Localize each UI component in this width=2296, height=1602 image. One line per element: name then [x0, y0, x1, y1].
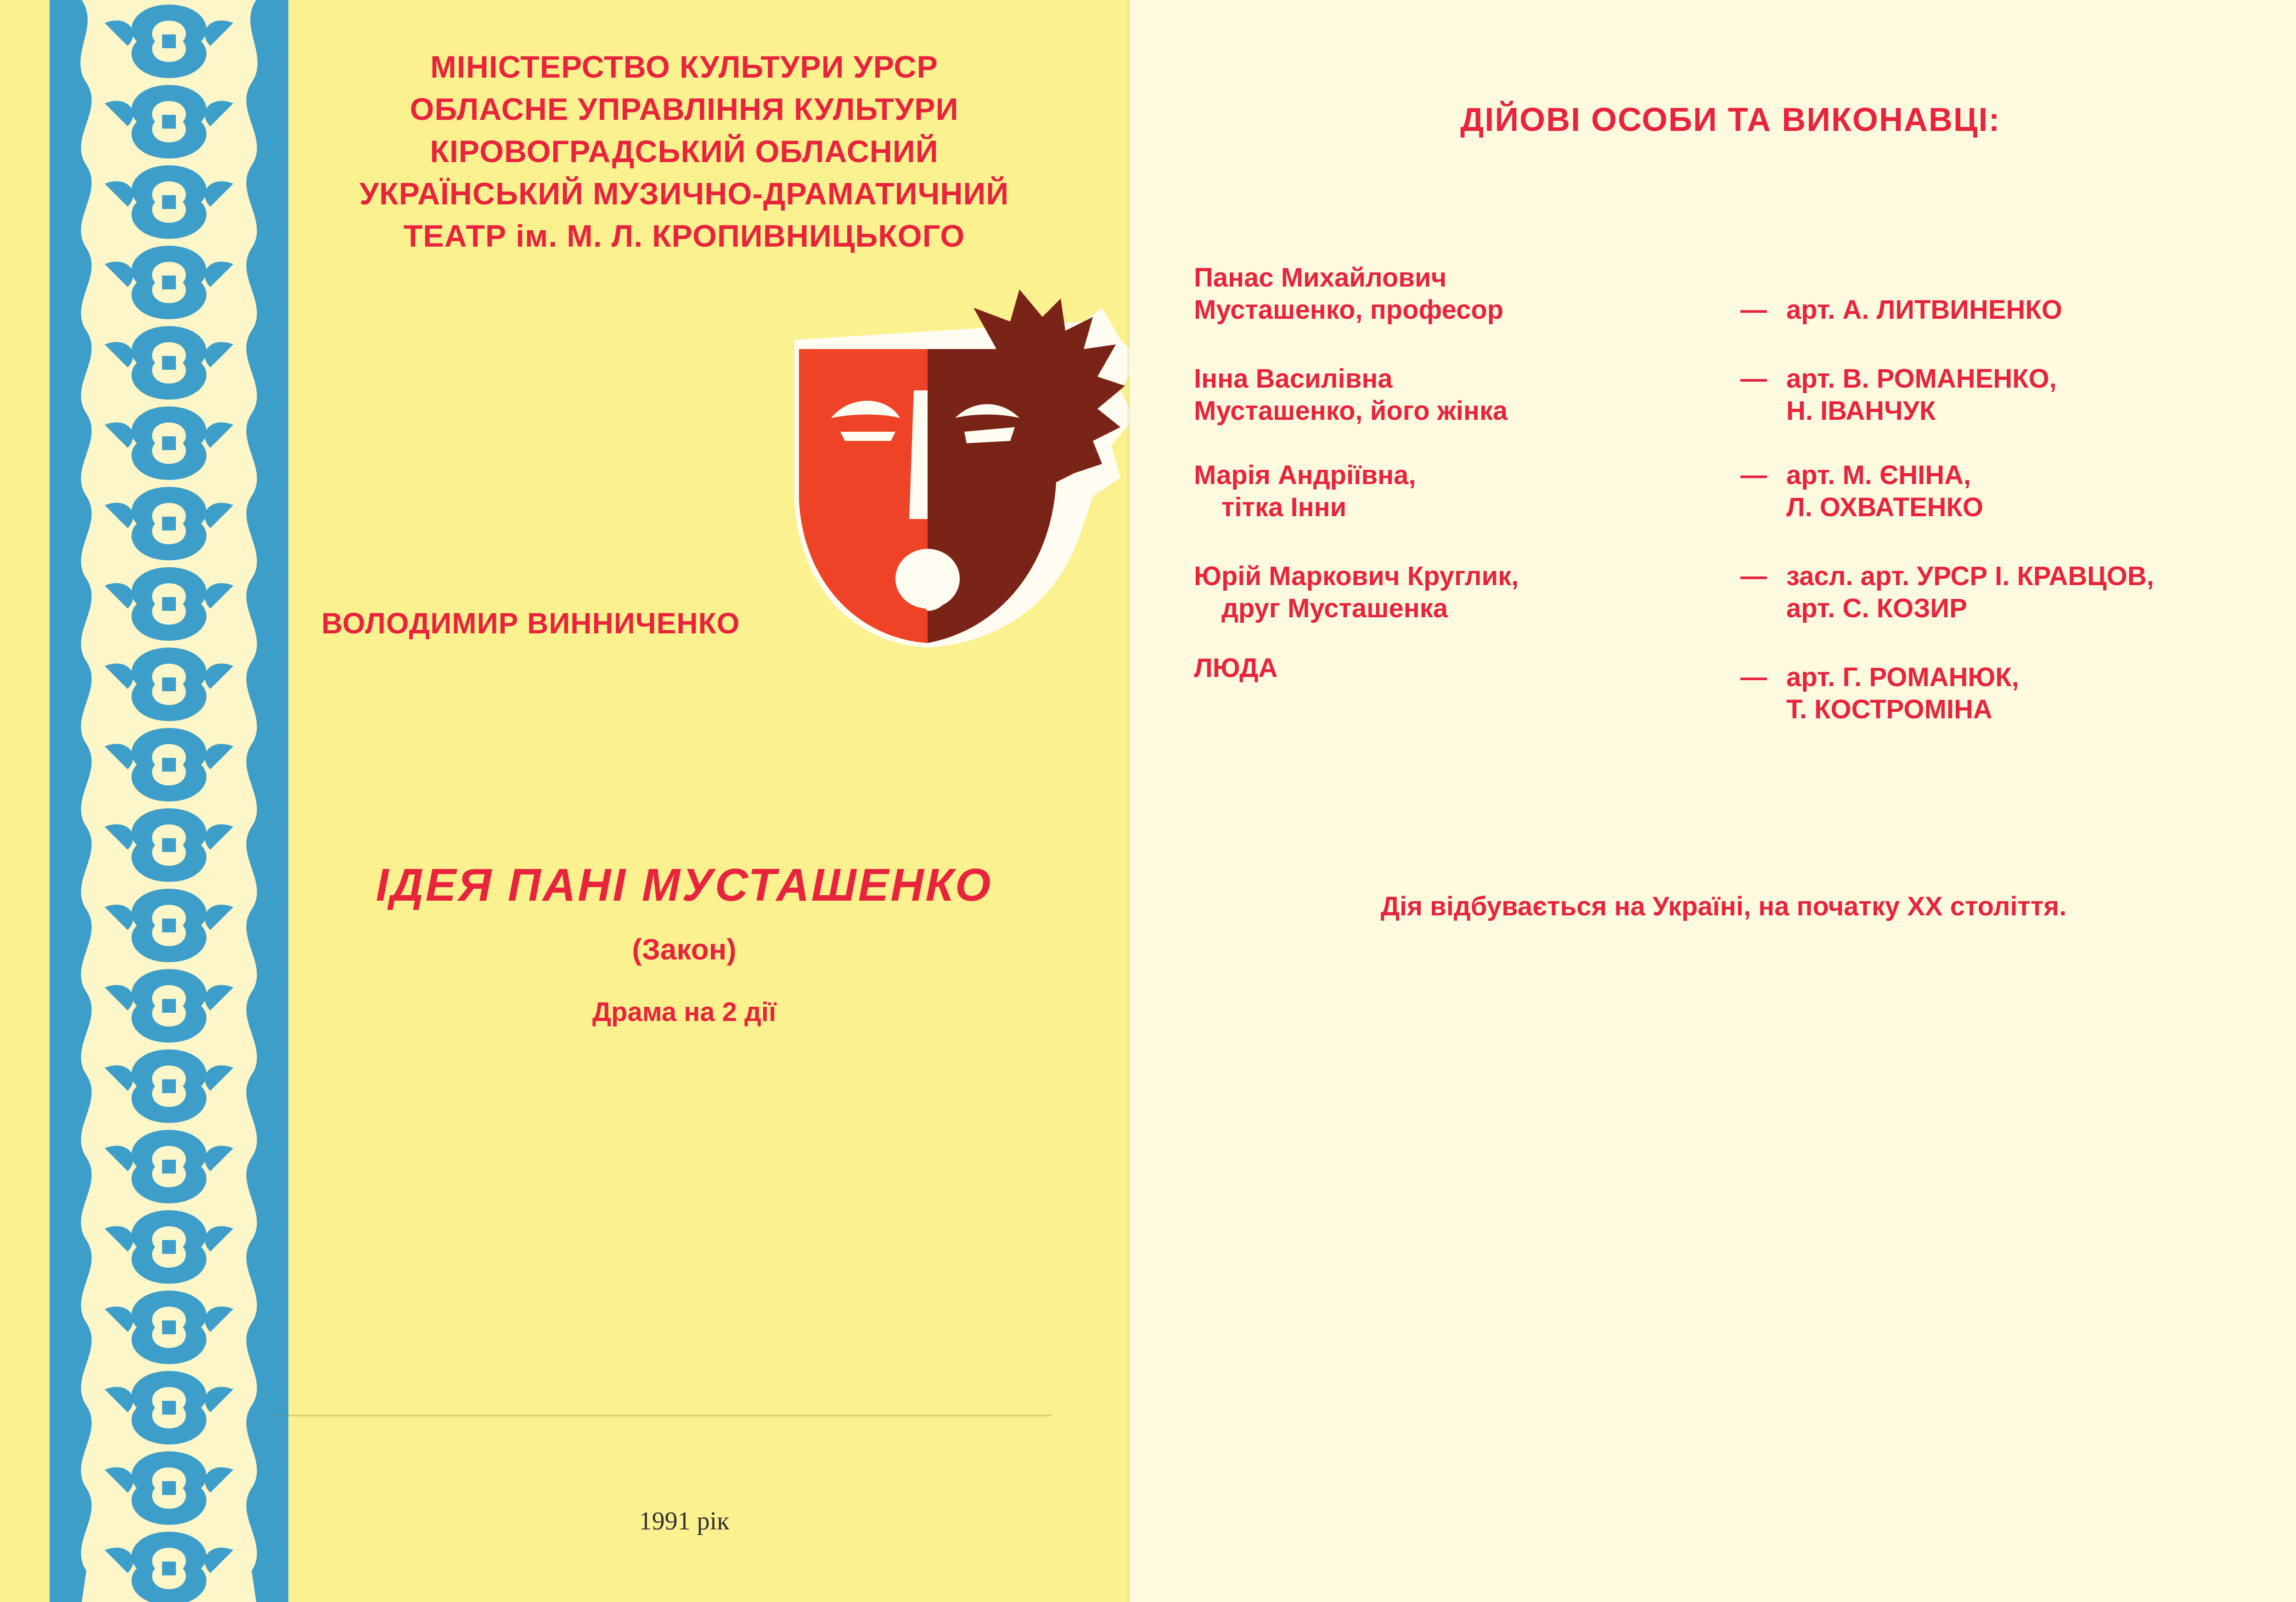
- actor-name: арт. Г. РОМАНЮК,: [1786, 662, 2019, 692]
- role-description: Мусташенко, професор: [1194, 295, 1504, 325]
- publication-year: 1991 рік: [639, 1507, 730, 1535]
- role-description: тітка Інни: [1221, 492, 1347, 522]
- dash-separator: —: [1740, 295, 1767, 325]
- dash-separator: —: [1740, 561, 1767, 591]
- role-description: Мусташенко, його жінка: [1194, 396, 1508, 426]
- dash-separator: —: [1740, 460, 1767, 490]
- cast-actor: [1740, 661, 2296, 726]
- actor-name: арт. М. ЄНІНА,: [1786, 460, 1971, 490]
- actor-name: арт. А. ЛИТВИНЕНКО: [1786, 295, 2062, 325]
- actor-name-alt: арт. С. КОЗИР: [1786, 593, 1967, 623]
- header-line-ministry: МІНІСТЕРСТВО КУЛЬТУРИ УРСР: [430, 50, 938, 85]
- cast-role: [1194, 560, 1699, 625]
- actor-name-alt: Н. ІВАНЧУК: [1786, 396, 1936, 426]
- actor-name: арт. В. РОМАНЕНКО,: [1786, 364, 2057, 394]
- author-name: ВОЛОДИМИР ВИННИЧЕНКО: [321, 607, 740, 640]
- header-block: [294, 46, 1075, 257]
- role-name: Марія Андріївна,: [1194, 460, 1416, 490]
- header-line-department: ОБЛАСНЕ УПРАВЛІННЯ КУЛЬТУРИ: [410, 92, 959, 127]
- role-name: Юрій Маркович Круглик,: [1194, 561, 1519, 591]
- theatre-mask-icon: [781, 280, 1139, 657]
- actor-name: засл. арт. УРСР І. КРАВЦОВ,: [1786, 561, 2154, 591]
- cast-role: [1194, 459, 1699, 524]
- cover-page: [0, 0, 1130, 1602]
- cast-role: [1194, 363, 1699, 427]
- play-subtitle: (Закон): [632, 933, 737, 966]
- cast-actor: [1740, 459, 2296, 524]
- dash-separator: —: [1740, 364, 1767, 394]
- cast-actor: [1740, 294, 2296, 326]
- role-name: Панас Михайлович: [1194, 263, 1447, 293]
- header-line-regional: КІРОВОГРАДСЬКИЙ ОБЛАСНИЙ: [430, 134, 939, 169]
- actor-name-alt: Т. КОСТРОМІНА: [1786, 694, 1992, 724]
- footer-divider: [271, 1415, 1052, 1416]
- dash-separator: —: [1740, 662, 1767, 692]
- cast-role: [1194, 262, 1699, 326]
- role-name: ЛЮДА: [1194, 653, 1278, 683]
- cast-page: [1130, 0, 2296, 1602]
- actor-name-alt: Л. ОХВАТЕНКО: [1786, 492, 1984, 522]
- role-name: Інна Василівна: [1194, 364, 1393, 394]
- header-line-theatre-name: ТЕАТР ім. М. Л. КРОПИВНИЦЬКОГО: [403, 219, 965, 254]
- setting-note: Дія відбувається на Україні, на початку XX століття.: [1380, 891, 2067, 921]
- cast-actor: [1740, 560, 2296, 625]
- play-genre: Драма на 2 дії: [592, 997, 777, 1027]
- cast-heading: ДІЙОВІ ОСОБИ ТА ВИКОНАВЦІ:: [1460, 102, 2001, 138]
- header-line-theatre-type: УКРАЇНСЬКИЙ МУЗИЧНО-ДРАМАТИЧНИЙ: [359, 176, 1009, 211]
- folk-ornament-border: [50, 0, 288, 1602]
- role-description: друг Мусташенка: [1221, 593, 1448, 623]
- cast-actor: [1740, 363, 2296, 427]
- cast-role: [1194, 652, 1699, 684]
- play-title: ІДЕЯ ПАНІ МУСТАШЕНКО: [376, 859, 993, 911]
